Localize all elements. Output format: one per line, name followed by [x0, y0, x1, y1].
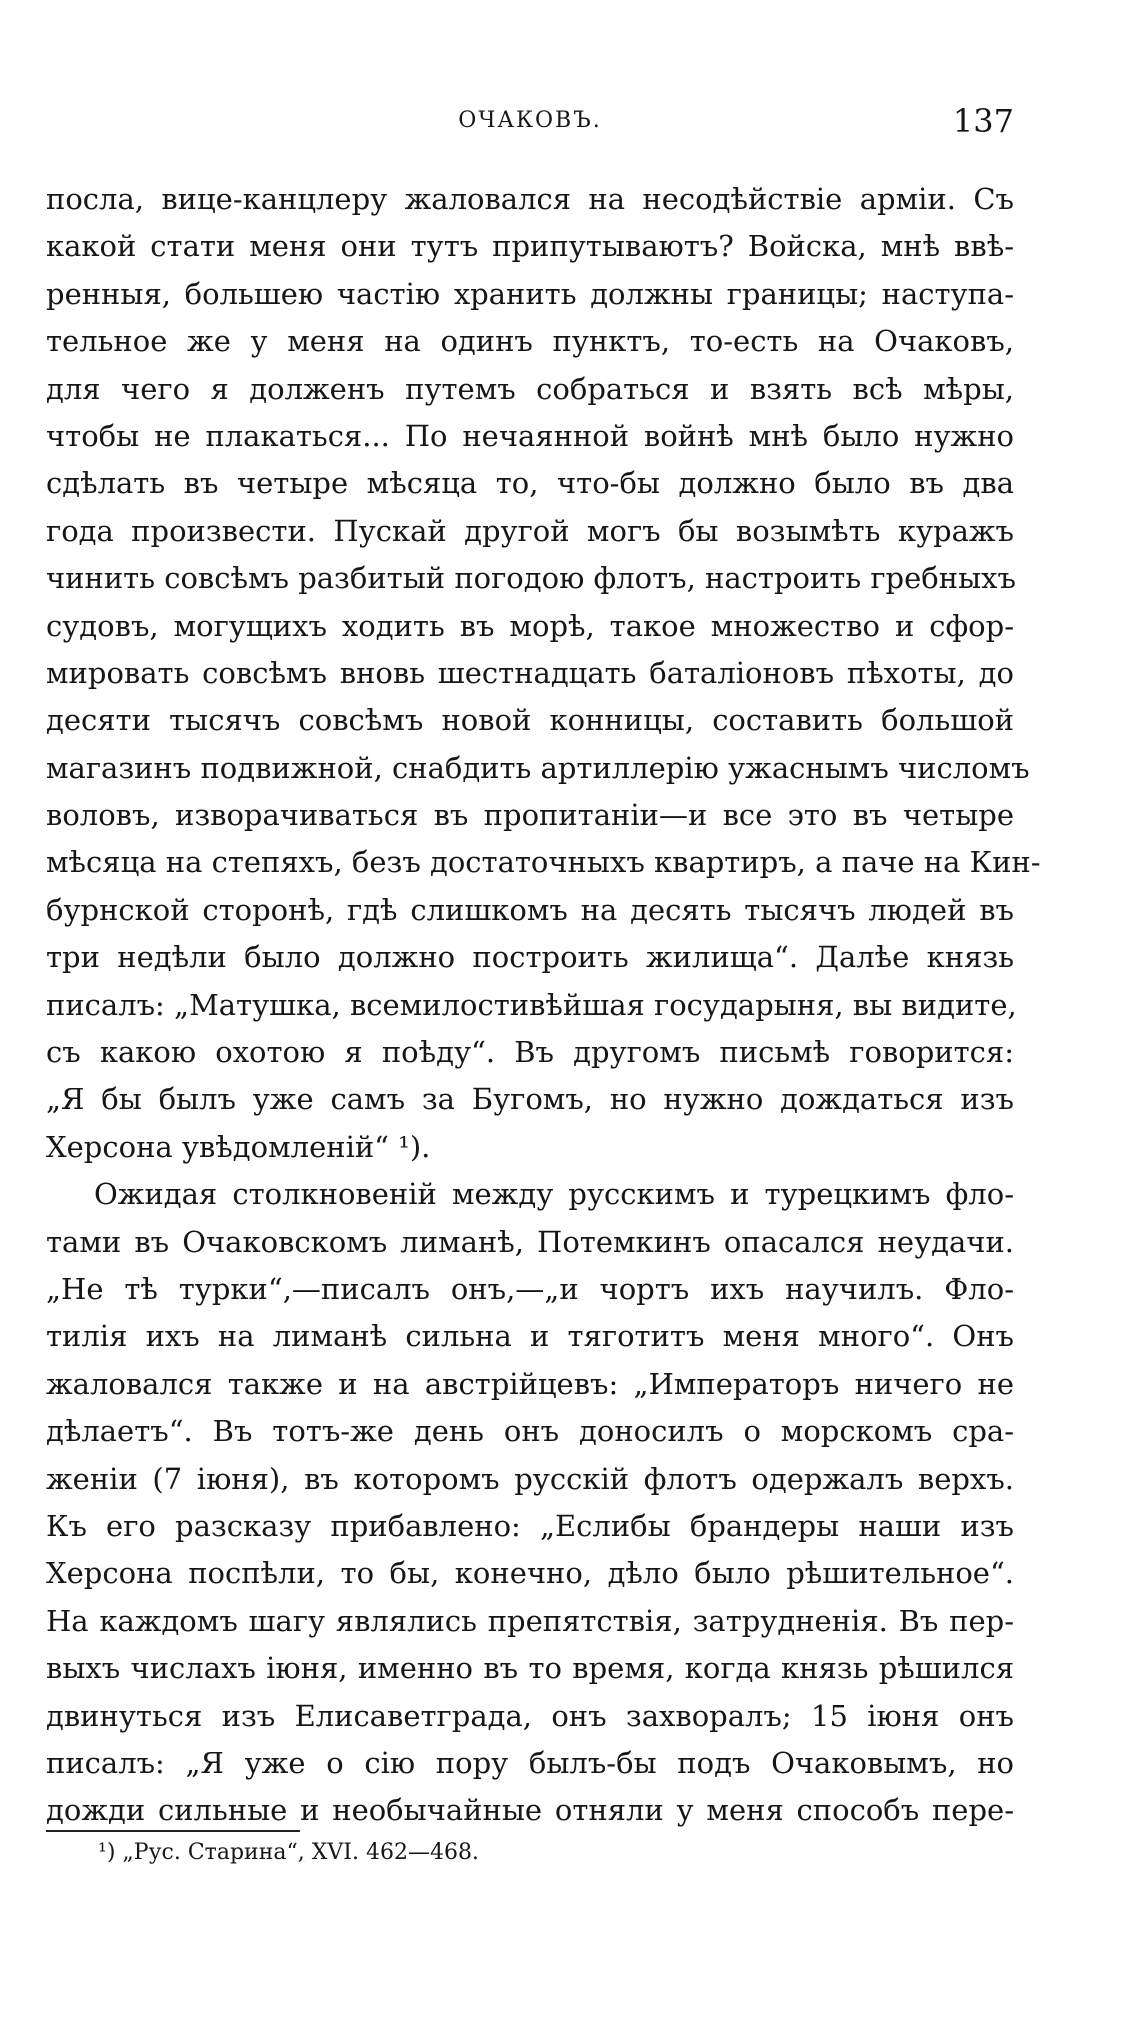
text-line: писалъ: „Я уже о сію пору былъ-бы подъ Очаковымъ, но	[46, 1745, 1014, 1780]
footnote: ¹) „Рус. Старина“, XVI. 462—468.	[98, 1840, 479, 1865]
text-line: три недѣли было должно построить жилища“. Далѣе князь	[46, 940, 1014, 975]
text-line: судовъ, могущихъ ходить въ морѣ, такое множество и сфор-	[46, 608, 1014, 643]
text-line: чинить совсѣмъ разбитый погодою флотъ, настроить гребныхъ	[46, 561, 1016, 596]
text-line: На каждомъ шагу являлись препятствія, затрудненія. Въ пер-	[46, 1603, 1014, 1638]
text-line: десяти тысячъ совсѣмъ новой конницы, составить большой	[46, 703, 1014, 738]
page-number: 137	[952, 102, 1014, 140]
text-line: выхъ числахъ іюня, именно въ то время, когда князь рѣшился	[46, 1651, 1014, 1686]
text-line: дожди сильные и необычайные отняли у меня способъ пере-	[46, 1793, 1014, 1828]
body-text	[46, 176, 1041, 1828]
text-line: жаловался также и на австрійцевъ: „Императоръ ничего не	[46, 1366, 1014, 1401]
text-line: „Я бы былъ уже самъ за Бугомъ, но нужно дождаться изъ	[46, 1082, 1014, 1117]
running-head	[46, 102, 1014, 142]
text-line: чтобы не плакаться... По нечаянной войнѣ мнѣ было нужно	[46, 418, 1014, 453]
text-line: года произвести. Пускай другой могъ бы возымѣть куражъ	[46, 513, 1014, 548]
text-line: бурнской сторонѣ, гдѣ слишкомъ на десять тысячъ людей въ	[46, 892, 1014, 927]
text-line: Къ его разсказу прибавлено: „Еслибы брандеры наши изъ	[46, 1508, 1014, 1543]
text-line: Херсона увѣдомленій“ ¹).	[46, 1129, 431, 1164]
text-line: воловъ, изворачиваться въ пропитаніи—и все это въ четыре	[46, 798, 1014, 833]
text-line: съ какою охотою я поѣду“. Въ другомъ письмѣ говорится:	[46, 1035, 1014, 1070]
text-line: тами въ Очаковскомъ лиманѣ, Потемкинъ опасался неудачи.	[46, 1224, 1014, 1259]
text-line: дѣлаетъ“. Въ тотъ-же день онъ доносилъ о морскомъ сра-	[46, 1414, 1014, 1449]
text-line: „Не тѣ турки“,—писалъ онъ,—„и чортъ ихъ научилъ. Фло-	[46, 1271, 1014, 1306]
text-line: мировать совсѣмъ вновь шестнадцать баталіоновъ пѣхоты, до	[46, 655, 1014, 690]
text-line: писалъ: „Матушка, всемилостивѣйшая государыня, вы видите,	[46, 987, 1017, 1022]
text-line: мѣсяца на степяхъ, безъ достаточныхъ квартиръ, а паче на Кин-	[46, 845, 1041, 880]
text-line: Херсона поспѣли, то бы, конечно, дѣло было рѣшительное“.	[46, 1556, 1014, 1591]
text-line: магазинъ подвижной, снабдить артиллерію ужаснымъ числомъ	[46, 750, 1030, 785]
text-line: сдѣлать въ четыре мѣсяца то, что-бы должно было въ два	[46, 466, 1014, 501]
text-line: тельное же у меня на одинъ пунктъ, то-есть на Очаковъ,	[46, 324, 1014, 359]
text-line: ренныя, большею частію хранить должны границы; наступа-	[46, 276, 1014, 311]
running-title: ОЧАКОВЪ.	[458, 108, 602, 133]
text-line: тилія ихъ на лиманѣ сильна и тяготитъ меня много“. Онъ	[46, 1319, 1014, 1354]
text-line: для чего я долженъ путемъ собраться и взять всѣ мѣры,	[46, 371, 1014, 406]
text-line: Ожидая столкновеній между русскимъ и турецкимъ фло-	[94, 1177, 1014, 1212]
footnote-rule	[46, 1830, 300, 1832]
text-line: женіи (7 іюня), въ которомъ русскій флотъ одержалъ верхъ.	[46, 1461, 1014, 1496]
text-line: двинуться изъ Елисаветграда, онъ захворалъ; 15 іюня онъ	[46, 1698, 1014, 1733]
text-line: посла, вице-канцлеру жаловался на несодѣйствіе арміи. Съ	[46, 182, 1014, 216]
text-line: какой стати меня они тутъ припутываютъ? Войска, мнѣ ввѣ-	[46, 229, 1014, 264]
